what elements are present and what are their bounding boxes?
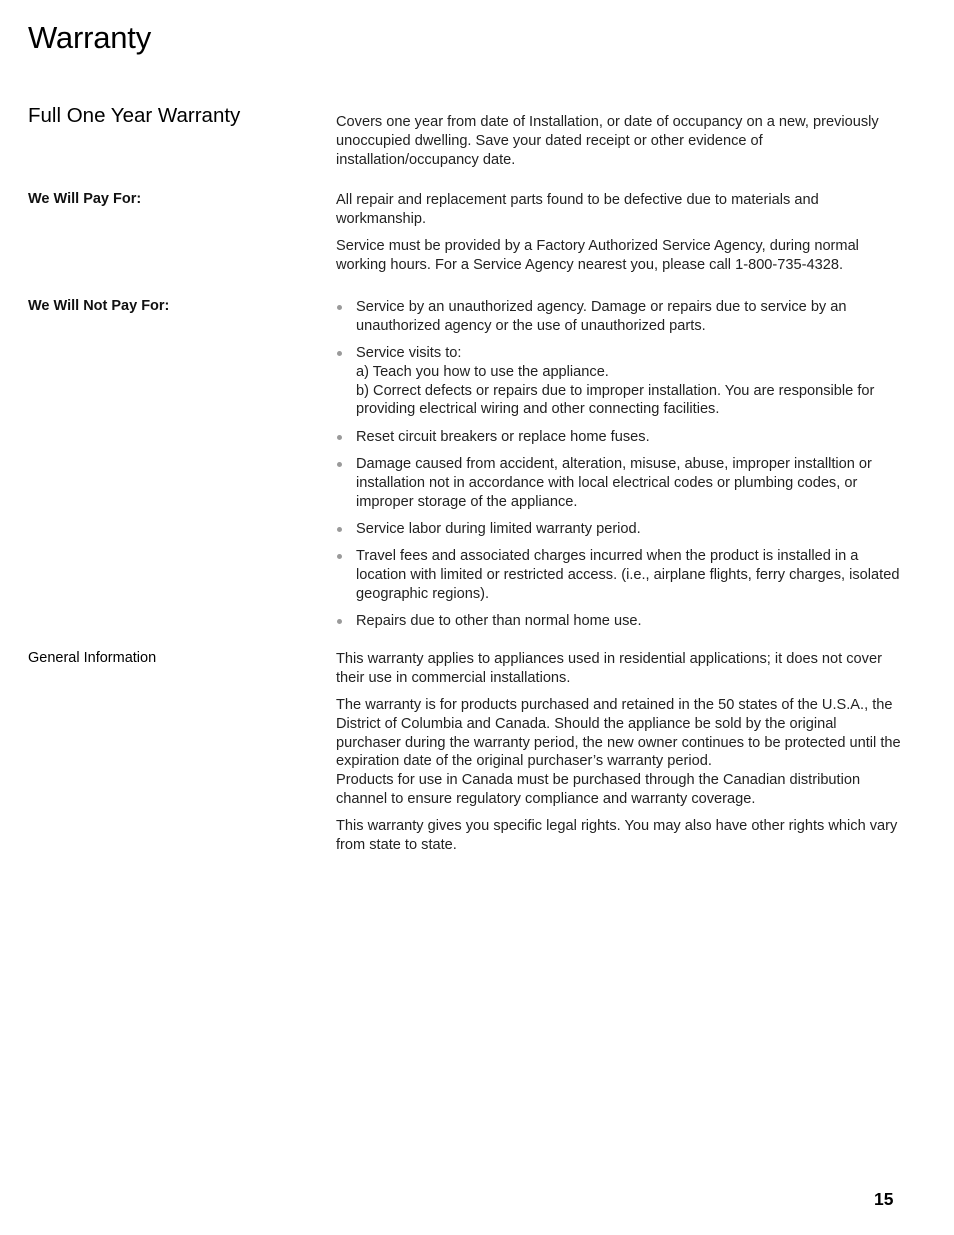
page-title: Warranty — [28, 20, 151, 55]
will-not-pay-body — [336, 298, 902, 639]
bullet-icon — [337, 351, 342, 356]
general-info-body — [336, 650, 902, 863]
list-item-text: Reset circuit breakers or replace home fuses. — [356, 428, 650, 445]
bullet-icon — [337, 462, 342, 467]
list-item-text: Repairs due to other than normal home use. — [356, 613, 642, 630]
bullet-icon — [337, 435, 342, 440]
general-info-paragraph: This warranty gives you specific legal rights. You may also have other rights which vary from state to state. — [336, 818, 898, 854]
list-item — [336, 612, 902, 631]
list-item — [336, 428, 902, 447]
bullet-icon — [337, 527, 342, 532]
list-item-text: Damage caused from accident, alteration, misuse, abuse, improper installtion or installation not in accordance with local electrical codes or plumbing codes, or improper storage of the appliance. — [356, 456, 872, 510]
will-not-pay-list — [336, 298, 902, 631]
general-info-paragraph: This warranty applies to appliances used in residential applications; it does not cover their use in commercial installations. — [336, 651, 882, 686]
general-info-heading: General Information — [28, 650, 157, 666]
list-item — [336, 344, 902, 419]
bullet-icon — [337, 305, 342, 310]
will-pay-paragraph: Service must be provided by a Factory Authorized Service Agency, during normal working hours. For a Service Agency nearest you, please call 1-800-735-4328. — [336, 238, 859, 273]
list-item-text: Service visits to: a) Teach you how to use the appliance. b) Correct defects or repairs due to improper installation. You are responsible for providing electrical wiring and other connecting facilities. — [356, 345, 875, 418]
full-warranty-text: Covers one year from date of Installation, or date of occupancy on a new, previously unoccupied dwelling. Save your dated receipt or other evidence of installation/occupancy date. — [336, 114, 879, 168]
will-pay-paragraph: All repair and replacement parts found to be defective due to materials and workmanship. — [336, 192, 819, 227]
will-not-pay-heading: We Will Not Pay For: — [28, 298, 170, 314]
list-item — [336, 520, 902, 539]
will-pay-heading: We Will Pay For: — [28, 191, 142, 207]
list-item — [336, 547, 902, 603]
will-pay-body — [336, 191, 902, 283]
bullet-icon — [337, 554, 342, 559]
full-warranty-body — [336, 113, 902, 178]
list-item-text: Travel fees and associated charges incurred when the product is installed in a location with limited or restricted access. (i.e., airplane flights, ferry charges, isolated geographic regions). — [356, 548, 900, 602]
list-item — [336, 298, 902, 336]
page-number: 15 — [874, 1189, 894, 1209]
general-info-paragraph: The warranty is for products purchased and retained in the 50 states of the U.S.A., the District of Columbia and Canada. Should the appliance be sold by the original purchaser during the warranty period, the new owner continues to be protected until the expiration date of the original purchaser’s warranty period. Products for use in Canada must be purchased through the Canadian distribution channel to ensure regulatory compliance and warranty coverage. — [336, 697, 901, 808]
full-warranty-heading: Full One Year Warranty — [28, 104, 241, 127]
list-item-text: Service by an unauthorized agency. Damage or repairs due to service by an unauthorized agency or the use of unauthorized parts. — [356, 299, 847, 334]
list-item — [336, 455, 902, 511]
list-item-text: Service labor during limited warranty period. — [356, 520, 641, 537]
bullet-icon — [337, 619, 342, 624]
